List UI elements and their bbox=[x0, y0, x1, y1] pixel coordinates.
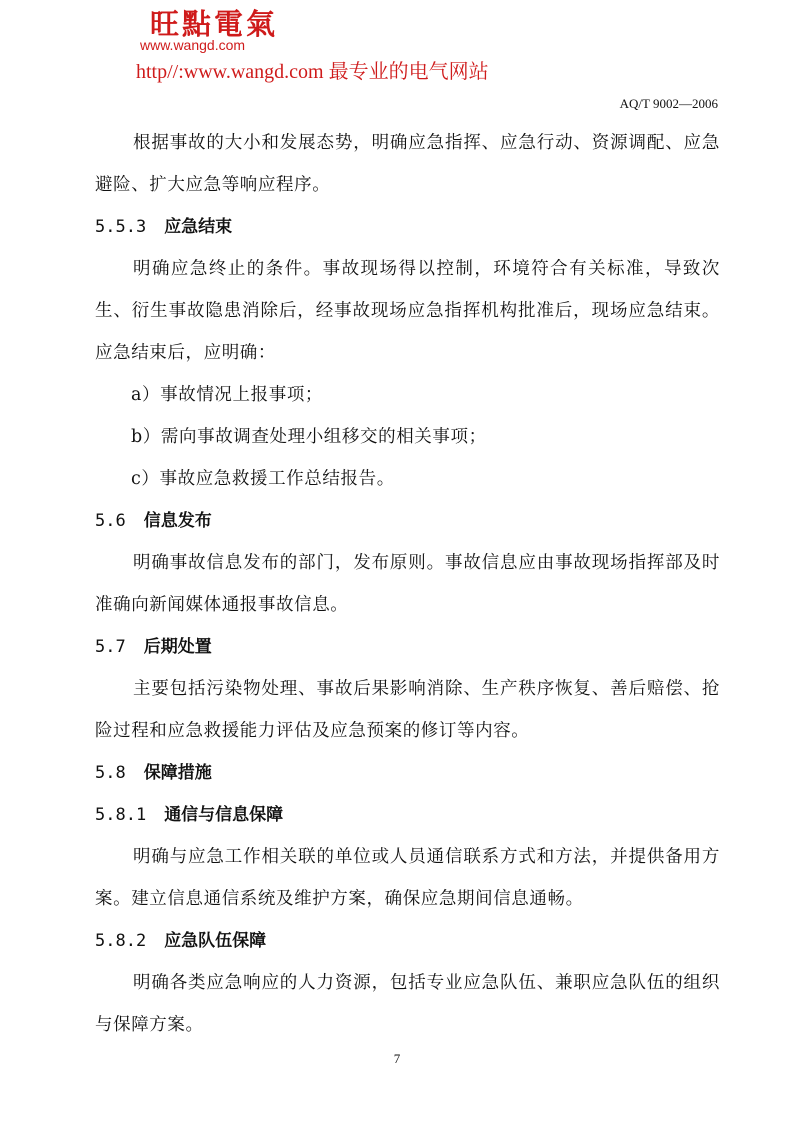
section-heading-5-8-1: 5.8.1 通信与信息保障 bbox=[95, 805, 284, 825]
section-heading-5-7: 5.7 后期处置 bbox=[95, 637, 212, 657]
paragraph: 明确各类应急响应的人力资源，包括专业应急队伍、兼职应急队伍的组织与保障方案。 bbox=[95, 973, 720, 1035]
site-banner-line: http//:www.wangd.com 最专业的电气网站 bbox=[136, 61, 489, 83]
section-heading-5-8: 5.8 保障措施 bbox=[95, 763, 212, 783]
document-body bbox=[95, 122, 720, 1046]
page-number: 7 bbox=[393, 1051, 401, 1066]
paragraph: 根据事故的大小和发展态势，明确应急指挥、应急行动、资源调配、应急避险、扩大应急等响应程序。 bbox=[95, 133, 720, 195]
logo-url: www.wangd.com bbox=[140, 37, 246, 53]
list-item-c: c）事故应急救援工作总结报告。 bbox=[131, 469, 395, 489]
site-logo-text: 旺點電氣 bbox=[150, 7, 279, 41]
section-heading-5-6: 5.6 信息发布 bbox=[95, 511, 212, 531]
list-item-a: a）事故情况上报事项； bbox=[131, 385, 324, 405]
section-heading-5-5-3: 5.5.3 应急结束 bbox=[95, 217, 233, 237]
section-heading-5-8-2: 5.8.2 应急队伍保障 bbox=[95, 931, 267, 951]
paragraph: 明确应急终止的条件。事故现场得以控制，环境符合有关标准，导致次生、衍生事故隐患消除后，经事故现场应急指挥机构批准后，现场应急结束。应急结束后，应明确： bbox=[95, 259, 720, 363]
standard-code: AQ/T 9002—2006 bbox=[619, 96, 718, 111]
list-item-b: b）需向事故调查处理小组移交的相关事项； bbox=[131, 427, 487, 447]
paragraph: 主要包括污染物处理、事故后果影响消除、生产秩序恢复、善后赔偿、抢险过程和应急救援能力评估及应急预案的修订等内容。 bbox=[95, 679, 720, 741]
paragraph: 明确事故信息发布的部门，发布原则。事故信息应由事故现场指挥部及时准确向新闻媒体通报事故信息。 bbox=[95, 553, 720, 615]
paragraph: 明确与应急工作相关联的单位或人员通信联系方式和方法，并提供备用方案。建立信息通信系统及维护方案，确保应急期间信息通畅。 bbox=[95, 847, 720, 909]
